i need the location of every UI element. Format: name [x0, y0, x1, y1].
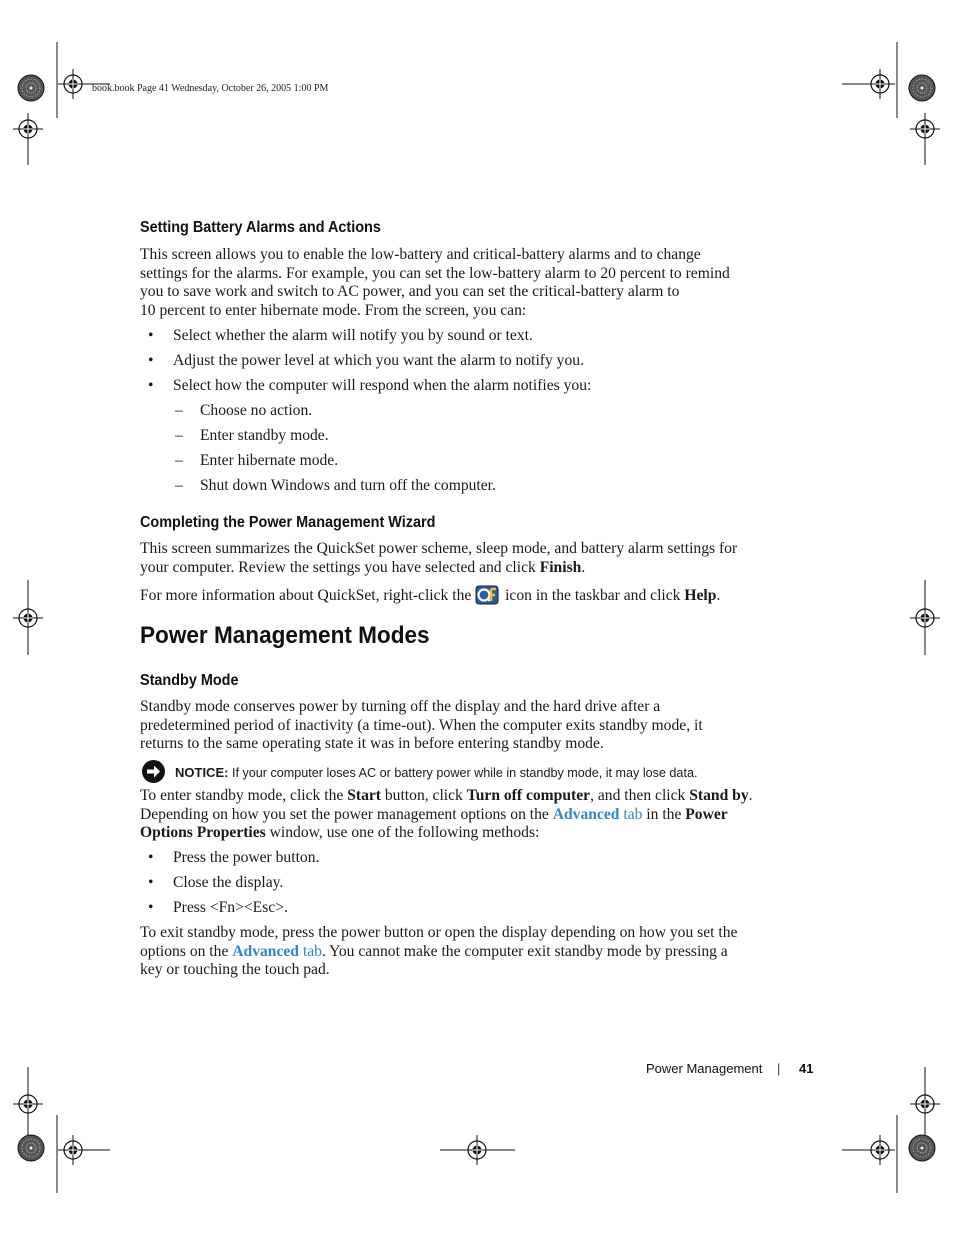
notice-arrow-icon — [141, 759, 166, 789]
text-line: key or touching the touch pad. — [140, 961, 330, 979]
text-line: 10 percent to enter hibernate mode. From the screen, you can: — [140, 301, 527, 319]
list-item: Close the display. — [173, 874, 284, 891]
text-run: icon in the taskbar and click — [501, 587, 685, 604]
notice — [175, 764, 697, 782]
link-rest: tab — [619, 805, 643, 823]
text-run: . — [581, 558, 586, 576]
text-run: your computer. Review the settings you have selected and click — [140, 558, 540, 576]
text-run: options on the — [140, 942, 233, 960]
quickset-icon — [475, 584, 501, 606]
text-run: . — [716, 587, 721, 604]
power-term: Power — [685, 805, 728, 823]
list-item: Press <Fn><Esc>. — [173, 899, 288, 916]
enter-standby-paragraph — [140, 787, 760, 843]
sub-list-item: Shut down Windows and turn off the computer. — [200, 477, 496, 494]
text-line: you to save work and switch to AC power, and you can set the critical-battery alarm to — [140, 283, 680, 301]
list-item: Press the power button. — [173, 849, 320, 866]
heading-battery-alarms: Setting Battery Alarms and Actions — [140, 219, 381, 236]
text-line — [140, 787, 760, 806]
bullet-marker: • — [148, 377, 154, 394]
text-line — [140, 584, 760, 606]
link-bold: Advanced — [232, 942, 299, 960]
dash-marker: – — [175, 477, 183, 494]
text-line — [140, 806, 760, 825]
stand-by-term: Stand by — [689, 787, 749, 804]
text-run: . You cannot make the computer exit standby mode by pressing a — [321, 942, 728, 960]
list-item: Select how the computer will respond when the alarm notifies you: — [173, 377, 592, 394]
bullet-marker: • — [148, 327, 154, 344]
standby-paragraph — [140, 698, 760, 754]
text-line — [140, 824, 760, 843]
text-line — [140, 943, 760, 962]
options-properties-term: Options Properties — [140, 824, 266, 842]
text-run: button, click — [380, 787, 467, 804]
text-line: This screen summarizes the QuickSet power scheme, sleep mode, and battery alarm settings for — [140, 540, 738, 557]
text-line — [140, 559, 760, 578]
dash-marker: – — [175, 452, 183, 469]
link-bold: Advanced — [552, 805, 620, 823]
text-line: To exit standby mode, press the power button or open the display depending on how you set the — [140, 924, 738, 941]
text-line: returns to the same operating state it was in before entering standby mode. — [140, 735, 604, 753]
list-item: Select whether the alarm will notify you by sound or text. — [173, 327, 533, 344]
heading-wizard: Completing the Power Management Wizard — [140, 514, 436, 531]
heading-power-modes: Power Management Modes — [140, 622, 430, 649]
dash-marker: – — [175, 427, 183, 444]
exit-standby-paragraph — [140, 924, 760, 980]
sub-list-item: Choose no action. — [200, 402, 313, 419]
text-run: To enter standby mode, click the — [140, 787, 348, 804]
text-run: . — [748, 787, 753, 804]
notice-text: If your computer loses AC or battery power while in standby mode, it may lose data. — [228, 766, 698, 780]
bullet-marker: • — [148, 899, 154, 916]
list-item: Adjust the power level at which you want the alarm to notify you. — [173, 352, 584, 369]
help-term: Help — [684, 587, 717, 604]
quickset-info-paragraph — [140, 584, 760, 606]
text-run: in the — [642, 805, 686, 823]
bullet-marker: • — [148, 874, 154, 891]
start-term: Start — [347, 787, 381, 804]
link-rest: tab — [298, 942, 322, 960]
text-line: Standby mode conserves power by turning off the display and the hard drive after a — [140, 698, 661, 715]
sub-list-item: Enter standby mode. — [200, 427, 329, 444]
dash-marker: – — [175, 402, 183, 419]
wizard-paragraph — [140, 540, 760, 577]
header-stamp: book.book Page 41 Wednesday, October 26, 2005 1:00 PM — [92, 83, 329, 94]
footer-section-title: Power Management — [646, 1061, 763, 1076]
finish-term: Finish — [539, 558, 582, 576]
page-number: 41 — [799, 1061, 814, 1076]
heading-standby: Standby Mode — [140, 672, 239, 689]
text-run: Depending on how you set the power management options on the — [140, 805, 553, 823]
text-run: window, use one of the following methods: — [265, 824, 540, 842]
advanced-tab-link[interactable] — [232, 943, 322, 960]
sub-list-item: Enter hibernate mode. — [200, 452, 339, 469]
text-line: predetermined period of inactivity (a time-out). When the computer exits standby mode, it — [140, 716, 703, 734]
advanced-tab-link[interactable] — [553, 806, 643, 823]
alarms-paragraph — [140, 246, 760, 320]
bullet-marker: • — [148, 352, 154, 369]
text-run: , and then click — [590, 787, 690, 804]
notice-label: NOTICE: — [175, 765, 229, 780]
text-line: This screen allows you to enable the low-battery and critical-battery alarms and to change — [140, 246, 701, 263]
turn-off-term: Turn off computer — [466, 787, 591, 804]
bullet-marker: • — [148, 849, 154, 866]
text-line: settings for the alarms. For example, you can set the low-battery alarm to 20 percent to remind — [140, 264, 730, 282]
text-run: For more information about QuickSet, right-click the — [140, 587, 476, 604]
footer-separator: | — [777, 1061, 781, 1076]
